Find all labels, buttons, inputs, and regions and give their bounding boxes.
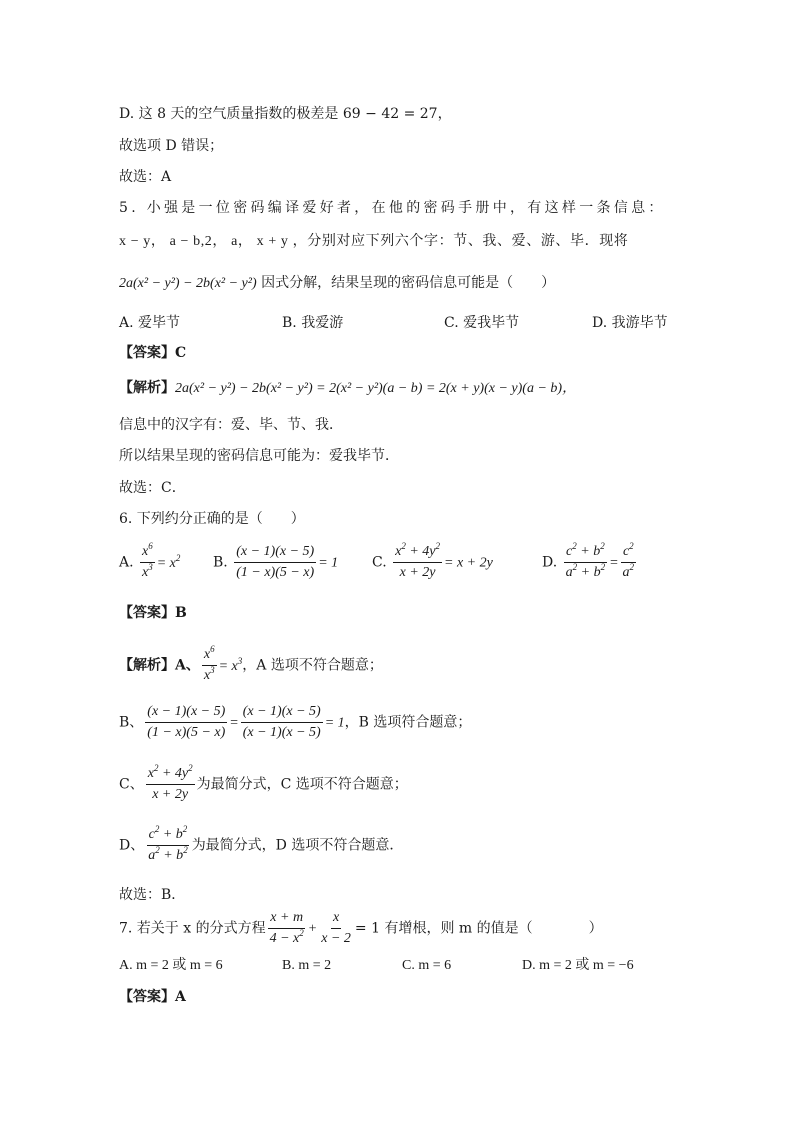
option-b: B. m = 2 [282,958,332,973]
question-text: = 1 有增根，则 m 的值是（ ） [354,920,603,937]
option-d: D. m = 2 或 m = −6 [522,958,634,973]
fraction: $\frac{(x - 1)(x - 5)}{(1 - x)(5 - x)}$ [236,544,315,580]
analysis-line [119,825,403,866]
fraction: $\frac{(x - 1)(x - 5)}{(x - 1)(x - 5)}$ [242,704,321,740]
analysis-label: D、 [119,837,145,854]
fraction: $\frac{x^6}{x^3}$ [203,644,215,683]
option-b: B. $\frac{(x - 1)(x - 5)}{(1 - x)(5 - x)}$ = 1 [213,542,338,583]
question-6-stem: 6. 下列约分正确的是（ ） [119,511,305,527]
question-5-stem-line3 [119,273,555,294]
fraction: $\frac{x^2 + 4y^2}{x + 2y}$ [395,541,441,580]
fraction: $\frac{x^2 + 4y^2}{x + 2y}$ [147,763,193,802]
analysis-line [119,764,408,805]
text-line: D. 这 8 天的空气质量指数的极差是 69 − 42 = 27， [119,106,452,122]
answer-label: 【答案】C [119,345,187,361]
text-line: 所以结果呈现的密码信息可能为：爱我毕节． [119,448,399,464]
question-5-stem-line2: x − y， a − b,2， a， x + y ，分别对应下列六个字：节、我、爱、游、毕．现将 [119,234,629,249]
answer-label: 【答案】A [119,989,186,1005]
fraction: $\frac{(x - 1)(x - 5)}{(1 - x)(5 - x)}$ [147,704,226,740]
text-line: 故选项 D 错误； [119,138,224,154]
text-line: 故选：A [119,169,172,185]
fraction: $\frac{x + m}{4 - x^2}$ [269,910,304,946]
option-d: D. $\frac{c^2 + b^2}{a^2 + b^2}$ = $\frac{c^2}{a^2}$ [542,542,638,583]
analysis-label: 【解析】A、 [119,657,200,674]
fraction: $\frac{c^2 + b^2}{a^2 + b^2}$ [565,541,606,580]
option-label: C. [372,554,387,571]
option-c: C. $\frac{x^2 + 4y^2}{x + 2y}$ = x + 2y [372,542,493,583]
option-a: A. 爱毕节 [119,315,181,331]
text-line: 故选：C． [119,480,186,496]
option-label: A. [119,554,134,571]
option-label: D. [542,554,558,571]
fraction: $\frac{c^2 + b^2}{a^2 + b^2}$ [148,824,188,863]
math-expression: 2a(x² − y²) − 2b(x² − y²) [119,276,257,291]
text-line: 故选：B． [119,887,186,903]
question-7-stem: 7. 若关于 x 的分式方程 $\frac{x + m}{4 - x^2}$ + $\frac{x}{x - 2}$ = 1 有增根，则 m 的值是（ ） [119,908,603,949]
analysis-line: 【解析】A、 $\frac{x^6}{x^3}$ = $x^3$，A 选项不符合题意； [119,645,383,686]
text-line: 信息中的汉字有：爱、毕、节、我． [119,417,343,433]
question-text: 7. 若关于 x 的分式方程 [119,920,266,937]
analysis-text: 为最简分式，D 选项不符合题意． [191,837,404,854]
analysis-text: ，A 选项不符合题意； [242,657,383,674]
question-5-stem: 5. 小强是一位密码编译爱好者，在他的密码手册中，有这样一条信息： [119,200,666,216]
option-a: A. m = 2 或 m = 6 [119,958,223,973]
option-a: A. $\frac{x^6}{x^3}$ = $x^2$ [119,542,180,583]
option-c: C. m = 6 [402,958,452,973]
fraction: $\frac{x}{x - 2}$ [321,910,351,946]
answer-label: 【答案】B [119,605,187,621]
math-expression: 2a(x² − y²) − 2b(x² − y²) = 2(x² − y²)(a − b) = 2(x + y)(x − y)(a − b)， [175,381,577,396]
analysis-label: 【解析】 [119,380,175,396]
analysis-text: ，B 选项符合题意； [344,714,472,731]
option-label: B. [213,554,228,571]
analysis-text: 为最简分式，C 选项不符合题意； [196,776,408,793]
analysis-label: B、 [119,714,144,731]
fraction: $\frac{c^2}{a^2}$ [622,541,635,580]
analysis-line [119,378,576,399]
analysis-line: B、 $\frac{(x - 1)(x - 5)}{(1 - x)(5 - x)}$ = $\frac{(x - 1)(x - 5)}{(x - 1)(x - 5)}$ = 1，B 选项符合题意； [119,702,471,743]
option-c: C. 爱我毕节 [444,315,520,331]
fraction: $\frac{x^6}{x^3}$ [142,541,153,580]
question-text: 因式分解，结果呈现的密码信息可能是（ ） [261,275,556,291]
option-b: B. 我爱游 [282,315,344,331]
analysis-label: C、 [119,776,144,793]
option-d: D. 我游毕节 [592,315,668,331]
